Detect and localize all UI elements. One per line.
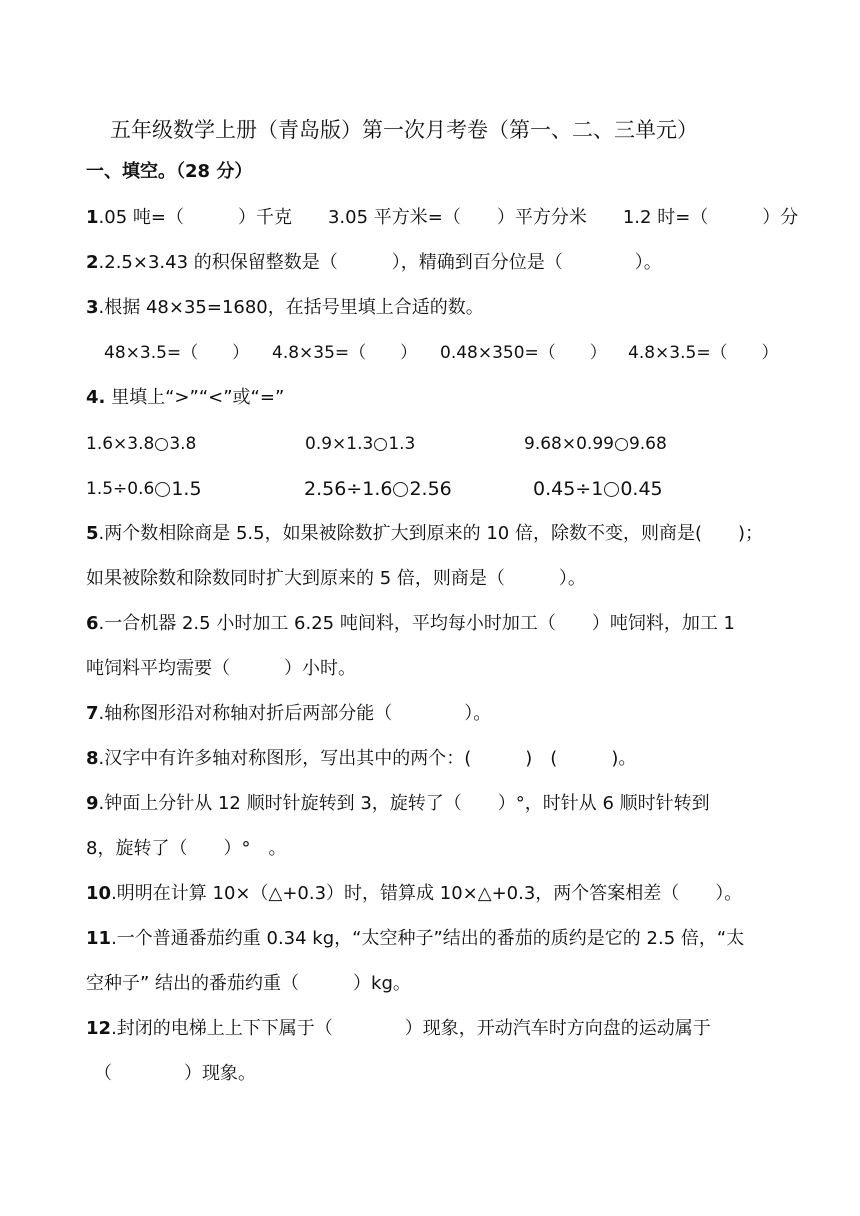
question-number: 2: [86, 252, 99, 273]
question-1: [86, 206, 798, 230]
compare-left: 9.68×0.99: [524, 434, 614, 454]
question-text: 里填上“>”“<”或“=”: [105, 387, 285, 408]
compare-right: 1.3: [388, 434, 416, 454]
question-12: [86, 1017, 711, 1041]
question-text: .一个普通番茄约重 0.34 kg，“太空种子”结出的番茄的质约是它的 2.5 倍，“太: [111, 928, 745, 949]
question-number: 10: [86, 883, 112, 904]
exam-title: 五年级数学上册（青岛版）第一次月考卷（第一、二、三单元）: [110, 118, 698, 142]
question-8: [86, 747, 636, 771]
compare-item: [304, 477, 452, 501]
question-number: 12: [86, 1018, 112, 1039]
compare-left: 0.9×1.3: [305, 434, 374, 454]
question-6-line2: 吨饲料平均需要（ ）小时。: [86, 658, 356, 679]
compare-item: [305, 432, 415, 456]
question-text: .05 吨=（ ）千克 3.05 平方米=（ ）平方分米 1.2 时=（ ）分: [98, 207, 799, 228]
answer-circle[interactable]: [374, 438, 387, 451]
answer-circle[interactable]: [155, 482, 170, 497]
answer-circle[interactable]: [155, 438, 168, 451]
question-text: .2.5×3.43 的积保留整数是（ ），精确到百分位是（ ）。: [98, 252, 662, 273]
question-9-line2: 8，旋转了（ ）° 。: [86, 838, 287, 859]
section-heading: 一、填空。（28 分）: [86, 161, 253, 182]
q3-item: 48×3.5=（ ）: [104, 343, 250, 363]
q3-item: 4.8×3.5=（ ）: [628, 343, 779, 363]
question-number: 8: [86, 748, 99, 769]
question-5: [86, 522, 763, 546]
question-number: 9: [86, 793, 99, 814]
question-6: [86, 612, 735, 636]
question-11-line2: 空种子” 结出的番茄约重（ ）kg。: [86, 973, 411, 994]
question-number: 3: [86, 297, 99, 318]
question-text: .明明在计算 10×（△+0.3）时，错算成 10×△+0.3，两个答案相差（ ）。: [111, 883, 743, 904]
question-number: 11: [86, 928, 112, 949]
question-3: [86, 296, 484, 320]
compare-left: 2.56÷1.6: [304, 478, 393, 500]
question-text: .两个数相除商是 5.5，如果被除数扩大到原来的 10 倍，除数不变，则商是( )；: [98, 523, 763, 544]
question-text: .钟面上分针从 12 顺时针旋转到 3，旋转了（ ）°，时针从 6 顺时针转到: [98, 793, 710, 814]
answer-circle[interactable]: [615, 438, 628, 451]
question-text: .一合机器 2.5 小时加工 6.25 吨间料，平均每小时加工（ ）吨饲料，加工 1: [98, 613, 736, 634]
question-5-line2: 如果被除数和除数同时扩大到原来的 5 倍，则商是（ ）。: [86, 568, 586, 589]
compare-item: [86, 477, 202, 501]
question-11: [86, 927, 744, 951]
compare-left: 0.45÷1: [533, 478, 604, 500]
q3-item: 0.48×350=（ ）: [440, 343, 607, 363]
question-2: [86, 251, 662, 275]
question-number: 7: [86, 703, 99, 724]
question-12-line2: （ ）现象。: [94, 1063, 256, 1084]
q3-item: 4.8×35=（ ）: [272, 343, 418, 363]
question-number: 6: [86, 613, 99, 634]
question-text: .封闭的电梯上上下下属于（ ）现象，开动汽车时方向盘的运动属于: [111, 1018, 711, 1039]
compare-right: 2.56: [409, 478, 452, 500]
question-number: 4.: [86, 387, 106, 408]
question-number: 1: [86, 207, 99, 228]
question-10: [86, 882, 742, 906]
question-9: [86, 792, 710, 816]
question-7: [86, 702, 491, 726]
question-text: .根据 48×35=1680，在括号里填上合适的数。: [98, 297, 484, 318]
compare-right: 1.5: [171, 478, 202, 500]
question-number: 5: [86, 523, 99, 544]
compare-left: 1.6×3.8: [86, 434, 155, 454]
question-text: .汉字中有许多轴对称图形，写出其中的两个：( ) ( )。: [98, 748, 637, 769]
compare-item: [533, 477, 663, 501]
compare-item: [524, 432, 667, 456]
answer-circle[interactable]: [604, 482, 619, 497]
answer-circle[interactable]: [393, 482, 408, 497]
question-4: [86, 386, 284, 410]
compare-right: 3.8: [169, 434, 197, 454]
compare-right: 0.45: [620, 478, 663, 500]
compare-item: [86, 432, 196, 456]
compare-right: 9.68: [628, 434, 667, 454]
compare-left: 1.5÷0.6: [86, 479, 155, 499]
question-text: .轴称图形沿对称轴对折后两部分能（ ）。: [98, 703, 492, 724]
